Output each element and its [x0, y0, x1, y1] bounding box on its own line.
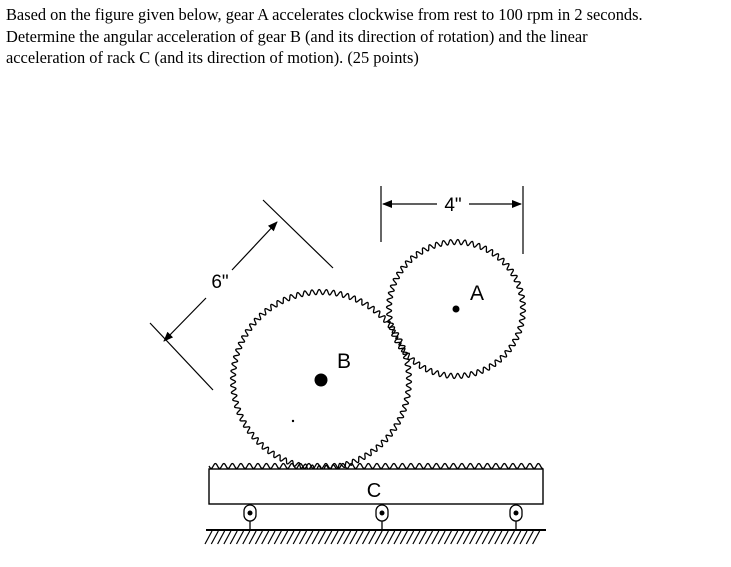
- gear-a-label: A: [470, 282, 485, 305]
- rack-label: C: [366, 480, 382, 502]
- problem-line-3: acceleration of rack C (and its direction of motion). (25 points): [6, 48, 419, 67]
- rack-teeth: [209, 464, 543, 469]
- gear-b-center: [315, 374, 328, 387]
- roller-left: [244, 505, 256, 530]
- dimension-4in: [381, 186, 523, 254]
- gear-a-center: [453, 306, 460, 313]
- dimension-6in: [150, 200, 333, 390]
- gear-b-label: B: [337, 350, 352, 373]
- rack-c: [209, 464, 543, 504]
- ground: [205, 530, 546, 544]
- roller-right: [510, 505, 522, 530]
- gear-b-mark: [292, 420, 294, 422]
- dimension-6in-label: 6": [211, 272, 229, 293]
- problem-line-1: Based on the figure given below, gear A accelerates clockwise from rest to 100 rpm in 2 seconds.: [6, 5, 643, 24]
- roller-center: [376, 505, 388, 530]
- problem-line-2: Determine the angular acceleration of gear B (and its direction of rotation) and the linear: [6, 26, 588, 46]
- ground-hatch: [205, 531, 540, 544]
- dimension-4in-label: 4": [444, 195, 462, 216]
